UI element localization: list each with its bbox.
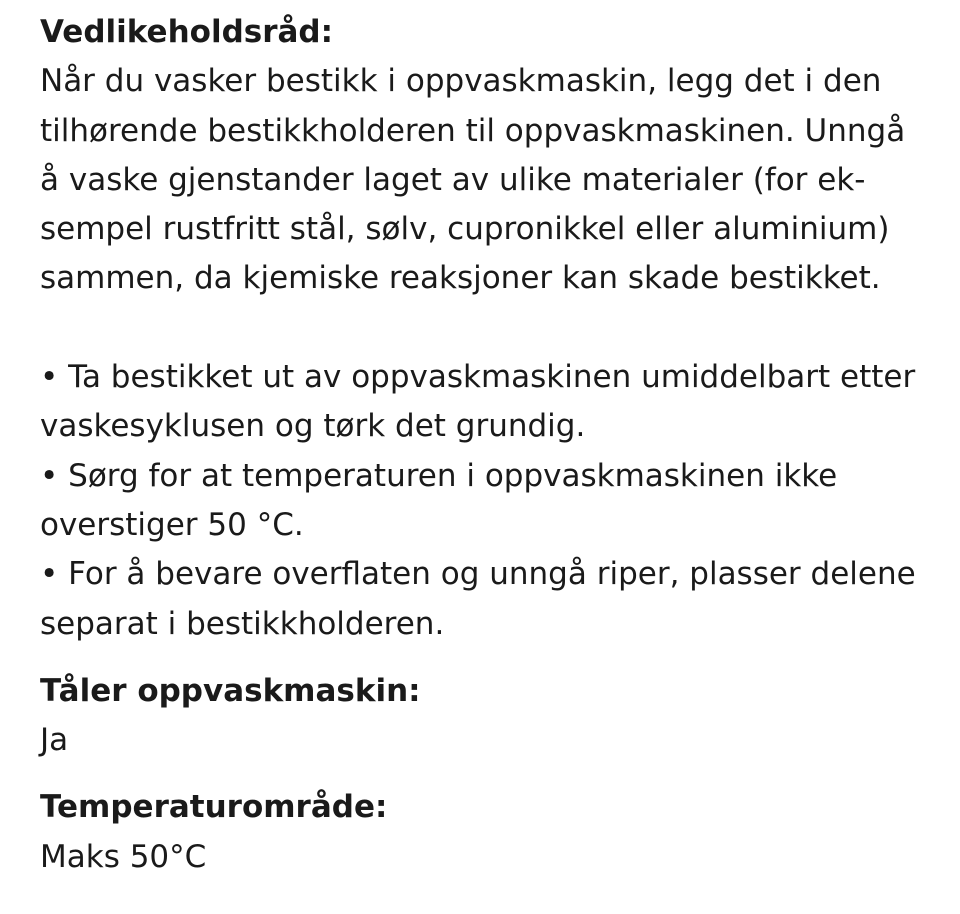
section-gap — [40, 765, 940, 783]
dishwasher-value: Ja — [40, 722, 69, 759]
maintenance-bullet-list — [40, 353, 940, 649]
blank-line — [40, 304, 940, 353]
bullet-line: • Ta bestikket ut av oppvaskmaskinen umiddelbart etter — [40, 359, 916, 396]
maintenance-heading: Vedlikeholdsråd: — [40, 14, 334, 50]
paragraph-line: Når du vasker bestikk i oppvaskmaskin, legg det i den — [40, 63, 882, 100]
maintenance-paragraph — [40, 57, 940, 303]
product-care-info — [40, 8, 940, 882]
temperature-heading: Temperaturområde: — [40, 789, 388, 826]
paragraph-line: sammen, da kjemiske reaksjoner kan skade bestikket. — [40, 260, 881, 297]
paragraph-line: tilhørende bestikkholderen til oppvaskmaskinen. Unngå — [40, 112, 906, 149]
bullet-line: • Sørg for at temperaturen i oppvaskmaskinen ikke — [40, 457, 838, 494]
bullet-line: separat i bestikkholderen. — [40, 605, 445, 642]
temperature-value: Maks 50°C — [40, 838, 207, 875]
dishwasher-section — [40, 667, 940, 766]
paragraph-line: å vaske gjenstander laget av ulike materialer (for ek- — [40, 161, 866, 198]
bullet-line: overstiger 50 °C. — [40, 506, 304, 543]
section-gap — [40, 649, 940, 667]
bullet-line: vaskesyklusen og tørk det grundig. — [40, 408, 586, 445]
temperature-section — [40, 783, 940, 882]
bullet-line: • For å bevare overflaten og unngå riper, plasser delene — [40, 556, 916, 593]
dishwasher-heading: Tåler oppvaskmaskin: — [40, 672, 421, 709]
paragraph-line: sempel rustfritt stål, sølv, cupronikkel eller aluminium) — [40, 211, 890, 248]
maintenance-section — [40, 8, 940, 649]
